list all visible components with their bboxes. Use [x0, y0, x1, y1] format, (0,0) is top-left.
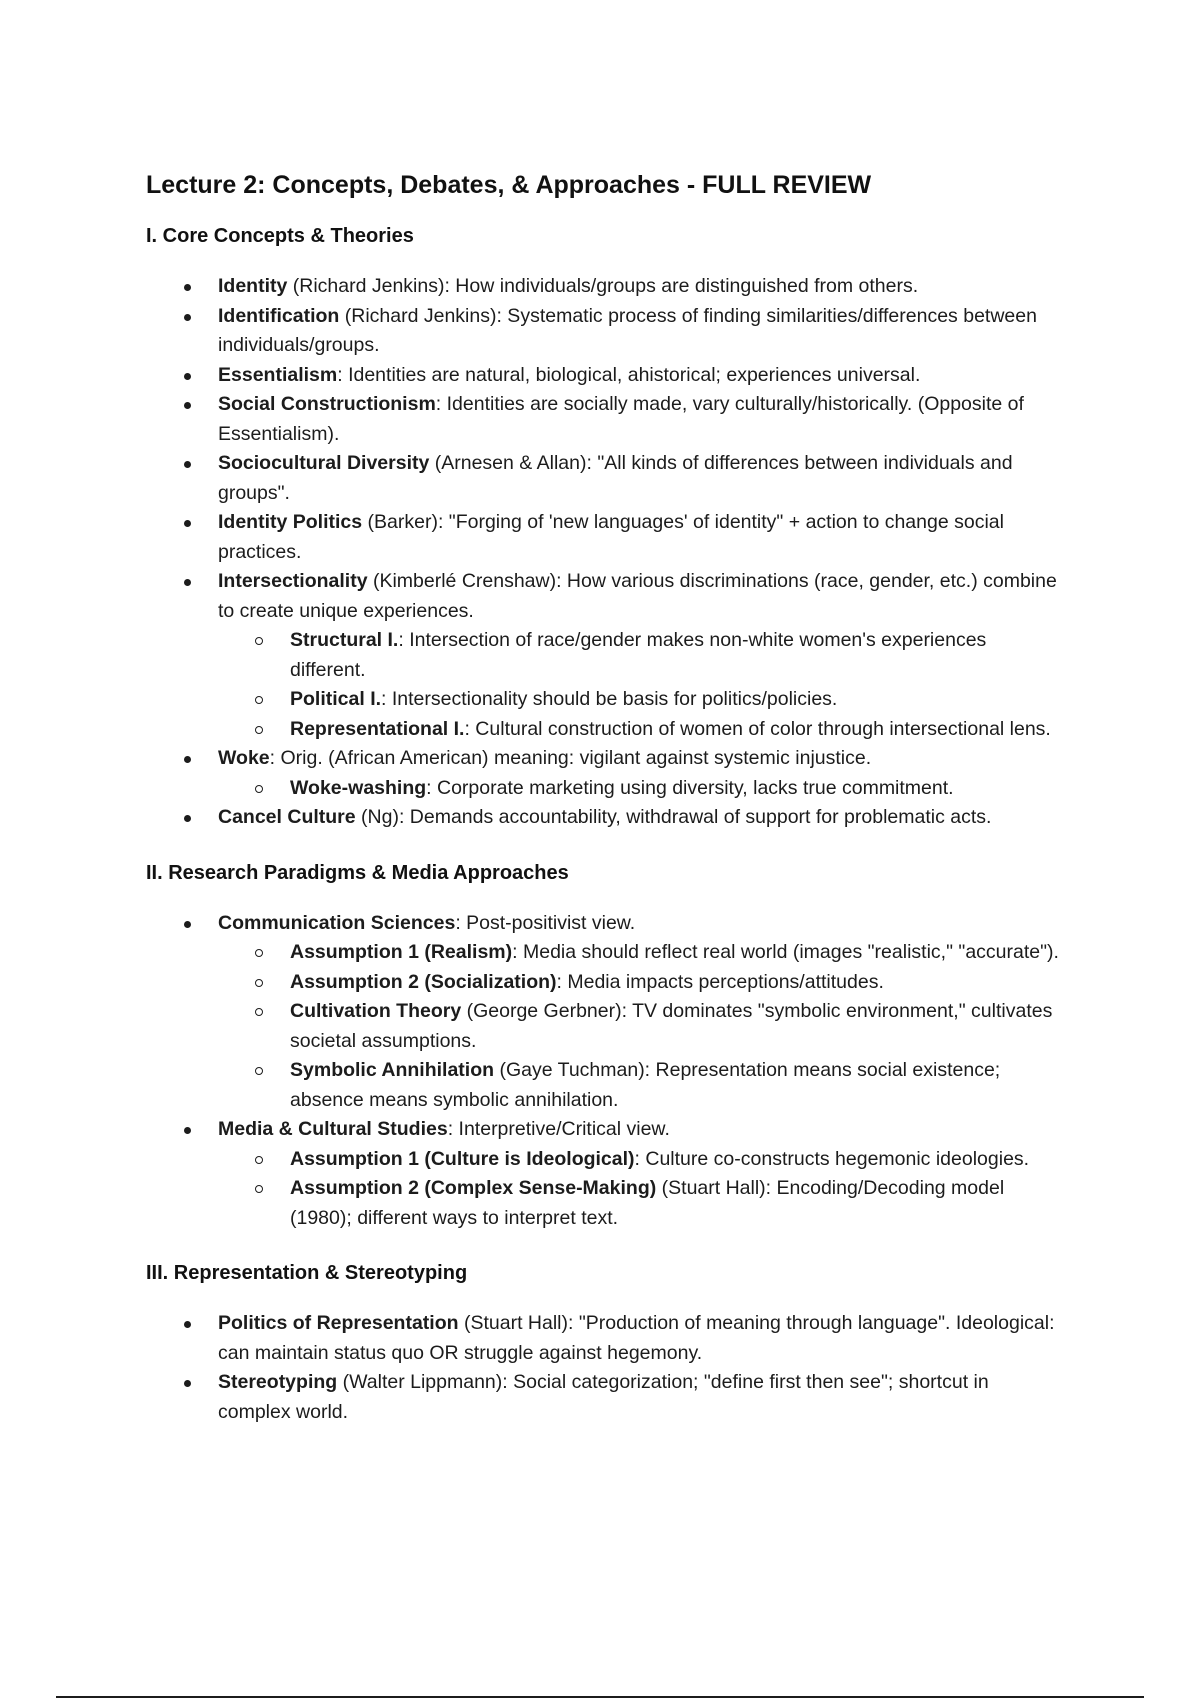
sub-list-item [218, 685, 1066, 715]
definition: : Post-positivist view. [455, 911, 636, 934]
term: Cancel Culture [218, 806, 356, 828]
section-heading: II. Research Paradigms & Media Approaches [146, 861, 569, 884]
definition: (Arnesen & Allan): "All kinds of differences between individuals and groups". [218, 452, 1013, 504]
list-item [146, 744, 1066, 803]
term: Identity [218, 275, 288, 297]
sub-list-item [218, 774, 1066, 804]
definition: (Ng): Demands accountability, withdrawal of support for problematic acts. [355, 806, 992, 828]
sub-bullet-list [218, 938, 1066, 1115]
definition: (Richard Jenkins): How individuals/groups are distinguished from others. [287, 275, 919, 297]
definition: (Stuart Hall): "Production of meaning through language". Ideological: can maintain status quo OR struggle against hegemony. [218, 1312, 1055, 1364]
list-item [146, 361, 1066, 391]
bullet-list [146, 1309, 1066, 1427]
term: Sociocultural Diversity [218, 452, 430, 474]
term: Assumption 1 (Culture is Ideological) [290, 1147, 635, 1170]
term: Representational I. [290, 717, 465, 740]
term: Cultivation Theory [290, 1000, 462, 1022]
term: Assumption 2 (Complex Sense-Making) [290, 1177, 657, 1199]
term: Stereotyping [218, 1371, 338, 1393]
term: Assumption 1 (Realism) [290, 941, 513, 963]
list-item [146, 1309, 1066, 1368]
bullet-list [146, 272, 1066, 833]
term: Woke-washing [290, 776, 427, 799]
sub-list-item [218, 938, 1066, 968]
definition: (Kimberlé Crenshaw): How various discriminations (race, gender, etc.) combine to create unique experiences. [218, 570, 1057, 622]
term: Symbolic Annihilation [290, 1059, 495, 1081]
definition: : Identities are natural, biological, ahistorical; experiences universal. [337, 363, 921, 386]
list-item [146, 508, 1066, 567]
definition: (Walter Lippmann): Social categorization; "define first then see"; shortcut in complex world. [218, 1371, 989, 1423]
definition: : Cultural construction of women of color through intersectional lens. [464, 717, 1051, 740]
bullet-list [146, 909, 1066, 1234]
term: Identity Politics [218, 511, 363, 533]
section-heading: III. Representation & Stereotyping [146, 1262, 468, 1284]
term: Politics of Representation [218, 1312, 459, 1334]
section-research-paradigms [146, 861, 1066, 1234]
list-item [146, 390, 1066, 449]
definition: : Media impacts perceptions/attitudes. [556, 970, 884, 993]
term: Structural I. [290, 629, 399, 651]
sub-list-item [218, 626, 1066, 685]
list-item [146, 1115, 1066, 1233]
definition: (Gaye Tuchman): Representation means social existence; absence means symbolic annihilation. [290, 1059, 1001, 1111]
term: Communication Sciences [218, 911, 456, 934]
term: Intersectionality [218, 570, 368, 592]
definition: : Intersectionality should be basis for politics/policies. [381, 688, 838, 710]
sub-list-item [218, 1056, 1066, 1115]
term: Assumption 2 (Socialization) [290, 970, 557, 993]
sub-list-item [218, 1174, 1066, 1233]
list-item [146, 567, 1066, 744]
term: Identification [218, 304, 340, 327]
definition: : Media should reflect real world (images "realistic," "accurate"). [512, 941, 1059, 963]
section-core-concepts [146, 224, 1066, 833]
page-title: Lecture 2: Concepts, Debates, & Approaches - FULL REVIEW [146, 171, 872, 199]
sub-list-item [218, 968, 1066, 998]
definition: (George Gerbner): TV dominates "symbolic environment," cultivates societal assumptions. [290, 1000, 1053, 1052]
sub-bullet-list [218, 774, 1066, 804]
definition: (Stuart Hall): Encoding/Decoding model (1980); different ways to interpret text. [290, 1177, 1005, 1229]
definition: : Intersection of race/gender makes non-white women's experiences different. [290, 629, 987, 681]
definition: (Richard Jenkins): Systematic process of finding similarities/differences between individuals/groups. [218, 304, 1037, 356]
list-item [146, 909, 1066, 1116]
section-representation [146, 1261, 1066, 1427]
section-heading: I. Core Concepts & Theories [146, 225, 414, 247]
definition: : Interpretive/Critical view. [447, 1118, 670, 1140]
list-item [146, 302, 1066, 361]
document-page [146, 170, 1066, 1455]
definition: : Corporate marketing using diversity, lacks true commitment. [426, 776, 954, 799]
term: Political I. [290, 688, 382, 710]
list-item [146, 449, 1066, 508]
list-item [146, 803, 1066, 833]
term: Media & Cultural Studies [218, 1118, 448, 1140]
list-item [146, 272, 1066, 302]
sub-bullet-list [218, 626, 1066, 744]
term: Social Constructionism [218, 393, 436, 415]
sub-bullet-list [218, 1145, 1066, 1234]
definition: : Identities are socially made, vary culturally/historically. (Opposite of Essentialism). [218, 393, 1024, 445]
definition: : Culture co-constructs hegemonic ideologies. [634, 1147, 1030, 1170]
term: Essentialism [218, 363, 338, 386]
definition: : Orig. (African American) meaning: vigilant against systemic injustice. [269, 747, 872, 769]
list-item [146, 1368, 1066, 1427]
definition: (Barker): "Forging of 'new languages' of identity" + action to change social practices. [218, 511, 1004, 563]
sub-list-item [218, 715, 1066, 745]
term: Woke [218, 747, 270, 769]
sub-list-item [218, 997, 1066, 1056]
page-bottom-rule [56, 1696, 1144, 1698]
sub-list-item [218, 1145, 1066, 1175]
